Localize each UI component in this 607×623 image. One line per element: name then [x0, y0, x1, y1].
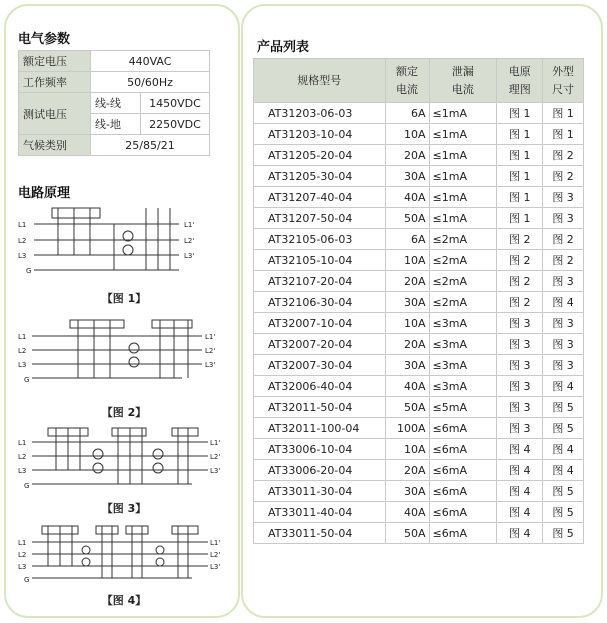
cell-circuit-diagram: 图 3 — [497, 313, 543, 334]
table-row — [254, 481, 584, 502]
product-table-body — [254, 103, 584, 544]
caption-fig-3: 【图 3】 — [101, 502, 147, 515]
cell-model: AT33011-30-04 — [254, 481, 386, 502]
cell-circuit-diagram: 图 1 — [497, 145, 543, 166]
table-row — [254, 124, 584, 145]
cell-circuit-diagram: 图 3 — [497, 418, 543, 439]
cell-circuit-diagram: 图 1 — [497, 166, 543, 187]
cell-model: AT31207-50-04 — [254, 208, 386, 229]
cell-leakage-current: ≤6mA — [429, 460, 497, 481]
d1-l3p: L3' — [184, 252, 195, 260]
cell-leakage-current: ≤2mA — [429, 229, 497, 250]
d1-g: G — [26, 267, 32, 275]
cell-circuit-diagram: 图 4 — [497, 439, 543, 460]
cell-rated-current: 30A — [385, 166, 429, 187]
test-lg-label: 线-地 — [91, 114, 141, 135]
cell-circuit-diagram: 图 1 — [497, 208, 543, 229]
table-row — [254, 313, 584, 334]
cell-model: AT31203-10-04 — [254, 124, 386, 145]
cell-outline-size: 图 4 — [543, 292, 584, 313]
caption-fig-4: 【图 4】 — [101, 594, 147, 607]
cell-outline-size: 图 3 — [543, 334, 584, 355]
cell-circuit-diagram: 图 3 — [497, 397, 543, 418]
cell-model: AT32007-10-04 — [254, 313, 386, 334]
cell-circuit-diagram: 图 4 — [497, 481, 543, 502]
cell-leakage-current: ≤6mA — [429, 439, 497, 460]
cell-rated-current: 20A — [385, 460, 429, 481]
cell-outline-size: 图 5 — [543, 502, 584, 523]
table-row — [254, 460, 584, 481]
climate-value: 25/85/21 — [91, 135, 210, 156]
d2-l2p: L2' — [205, 347, 216, 355]
cell-rated-current: 10A — [385, 124, 429, 145]
header-leakage: 泄漏 电流 — [429, 59, 497, 103]
cell-model: AT32105-06-03 — [254, 229, 386, 250]
cell-rated-current: 6A — [385, 103, 429, 124]
rated-voltage-value: 440VAC — [91, 51, 210, 72]
cell-model: AT32007-30-04 — [254, 355, 386, 376]
cell-outline-size: 图 5 — [543, 523, 584, 544]
d1-l1p: L1' — [184, 221, 195, 229]
product-list-title: 产品列表 — [257, 40, 310, 55]
caption-fig-2: 【图 2】 — [101, 406, 147, 419]
circuit-diagram-4 — [12, 520, 222, 592]
cell-rated-current: 10A — [385, 313, 429, 334]
d4-l1p: L1' — [210, 539, 221, 547]
cell-model: AT33006-20-04 — [254, 460, 386, 481]
cell-circuit-diagram: 图 3 — [497, 355, 543, 376]
d1-l2: L2 — [18, 237, 27, 245]
test-ll-label: 线-线 — [91, 93, 141, 114]
cell-leakage-current: ≤6mA — [429, 481, 497, 502]
cell-outline-size: 图 2 — [543, 229, 584, 250]
cell-rated-current: 10A — [385, 250, 429, 271]
product-list-panel — [241, 4, 603, 618]
cell-rated-current: 50A — [385, 397, 429, 418]
d3-l1p: L1' — [210, 439, 221, 447]
table-row — [254, 250, 584, 271]
cell-rated-current: 40A — [385, 502, 429, 523]
d2-g: G — [24, 376, 30, 384]
rated-voltage-label: 额定电压 — [19, 51, 91, 72]
table-row — [254, 292, 584, 313]
cell-outline-size: 图 1 — [543, 103, 584, 124]
cell-model: AT31203-06-03 — [254, 103, 386, 124]
cell-circuit-diagram: 图 1 — [497, 103, 543, 124]
cell-leakage-current: ≤1mA — [429, 208, 497, 229]
cell-rated-current: 20A — [385, 334, 429, 355]
d3-l3p: L3' — [210, 467, 221, 475]
cell-outline-size: 图 2 — [543, 166, 584, 187]
table-row — [254, 355, 584, 376]
cell-leakage-current: ≤3mA — [429, 355, 497, 376]
d3-l1: L1 — [18, 439, 27, 447]
d4-l1: L1 — [18, 539, 27, 547]
d3-g: G — [24, 482, 30, 490]
cell-model: AT32011-50-04 — [254, 397, 386, 418]
circuit-diagram-2 — [12, 314, 222, 390]
d4-l3p: L3' — [210, 563, 221, 571]
table-row — [254, 523, 584, 544]
cell-leakage-current: ≤6mA — [429, 418, 497, 439]
params-title: 电气参数 — [18, 32, 71, 47]
cell-outline-size: 图 1 — [543, 124, 584, 145]
cell-leakage-current: ≤1mA — [429, 145, 497, 166]
d3-l2: L2 — [18, 453, 27, 461]
cell-model: AT32106-30-04 — [254, 292, 386, 313]
d2-l3p: L3' — [205, 361, 216, 369]
cell-outline-size: 图 4 — [543, 460, 584, 481]
freq-label: 工作频率 — [19, 72, 91, 93]
cell-leakage-current: ≤2mA — [429, 292, 497, 313]
cell-outline-size: 图 5 — [543, 481, 584, 502]
cell-model: AT31207-40-04 — [254, 187, 386, 208]
circuit-diagram-3 — [12, 422, 222, 498]
cell-outline-size: 图 4 — [543, 439, 584, 460]
table-row — [254, 145, 584, 166]
cell-circuit-diagram: 图 4 — [497, 502, 543, 523]
test-lg-value: 2250VDC — [141, 114, 210, 135]
cell-leakage-current: ≤2mA — [429, 250, 497, 271]
cell-leakage-current: ≤3mA — [429, 313, 497, 334]
cell-outline-size: 图 5 — [543, 397, 584, 418]
cell-leakage-current: ≤5mA — [429, 397, 497, 418]
cell-outline-size: 图 5 — [543, 418, 584, 439]
cell-model: AT32105-10-04 — [254, 250, 386, 271]
cell-leakage-current: ≤3mA — [429, 376, 497, 397]
cell-leakage-current: ≤1mA — [429, 124, 497, 145]
table-row — [254, 397, 584, 418]
cell-model: AT31205-30-04 — [254, 166, 386, 187]
cell-rated-current: 50A — [385, 523, 429, 544]
cell-circuit-diagram: 图 3 — [497, 334, 543, 355]
climate-label: 气候类别 — [19, 135, 91, 156]
table-header-row — [254, 59, 584, 103]
product-table — [253, 58, 584, 544]
d4-g: G — [24, 576, 30, 584]
table-row — [254, 502, 584, 523]
cell-outline-size: 图 4 — [543, 376, 584, 397]
cell-model: AT31205-20-04 — [254, 145, 386, 166]
cell-outline-size: 图 2 — [543, 145, 584, 166]
cell-rated-current: 40A — [385, 187, 429, 208]
cell-model: AT32007-20-04 — [254, 334, 386, 355]
header-size: 外型 尺寸 — [543, 59, 584, 103]
table-row — [254, 229, 584, 250]
electrical-panel — [4, 4, 240, 618]
cell-leakage-current: ≤2mA — [429, 271, 497, 292]
cell-rated-current: 100A — [385, 418, 429, 439]
circuit-diagram-1 — [14, 200, 214, 282]
d4-l3: L3 — [18, 563, 27, 571]
cell-circuit-diagram: 图 4 — [497, 460, 543, 481]
caption-fig-1: 【图 1】 — [101, 292, 147, 305]
d1-l2p: L2' — [184, 237, 195, 245]
d1-l3: L3 — [18, 252, 27, 260]
cell-leakage-current: ≤1mA — [429, 166, 497, 187]
cell-leakage-current: ≤1mA — [429, 103, 497, 124]
cell-rated-current: 30A — [385, 355, 429, 376]
cell-circuit-diagram: 图 4 — [497, 523, 543, 544]
cell-model: AT33006-10-04 — [254, 439, 386, 460]
test-voltage-label: 测试电压 — [19, 93, 91, 135]
d4-l2p: L2' — [210, 551, 221, 559]
cell-model: AT32011-100-04 — [254, 418, 386, 439]
cell-circuit-diagram: 图 2 — [497, 229, 543, 250]
header-circuit: 电原 理图 — [497, 59, 543, 103]
cell-circuit-diagram: 图 2 — [497, 250, 543, 271]
table-row — [254, 208, 584, 229]
table-row — [254, 439, 584, 460]
cell-rated-current: 50A — [385, 208, 429, 229]
d4-l2: L2 — [18, 551, 27, 559]
table-row — [254, 103, 584, 124]
cell-outline-size: 图 3 — [543, 355, 584, 376]
cell-model: AT32006-40-04 — [254, 376, 386, 397]
cell-outline-size: 图 3 — [543, 187, 584, 208]
cell-model: AT33011-40-04 — [254, 502, 386, 523]
cell-circuit-diagram: 图 1 — [497, 187, 543, 208]
cell-outline-size: 图 3 — [543, 208, 584, 229]
d2-l1: L1 — [18, 333, 27, 341]
cell-outline-size: 图 3 — [543, 271, 584, 292]
d1-l1: L1 — [18, 221, 27, 229]
cell-rated-current: 6A — [385, 229, 429, 250]
cell-leakage-current: ≤6mA — [429, 523, 497, 544]
cell-leakage-current: ≤6mA — [429, 502, 497, 523]
cell-outline-size: 图 3 — [543, 313, 584, 334]
d2-l1p: L1' — [205, 333, 216, 341]
cell-circuit-diagram: 图 2 — [497, 292, 543, 313]
cell-rated-current: 30A — [385, 292, 429, 313]
table-row — [254, 271, 584, 292]
circuit-title: 电路原理 — [18, 186, 71, 201]
d2-l3: L3 — [18, 361, 27, 369]
cell-circuit-diagram: 图 1 — [497, 124, 543, 145]
cell-rated-current: 40A — [385, 376, 429, 397]
cell-model: AT33011-50-04 — [254, 523, 386, 544]
params-table — [18, 50, 210, 156]
test-ll-value: 1450VDC — [141, 93, 210, 114]
table-row — [254, 187, 584, 208]
cell-circuit-diagram: 图 2 — [497, 271, 543, 292]
header-rated: 额定 电流 — [385, 59, 429, 103]
freq-value: 50/60Hz — [91, 72, 210, 93]
table-row — [254, 376, 584, 397]
cell-outline-size: 图 2 — [543, 250, 584, 271]
header-model: 规格型号 — [254, 59, 386, 103]
cell-leakage-current: ≤3mA — [429, 334, 497, 355]
d3-l3: L3 — [18, 467, 27, 475]
cell-rated-current: 20A — [385, 271, 429, 292]
cell-rated-current: 20A — [385, 145, 429, 166]
cell-rated-current: 10A — [385, 439, 429, 460]
table-row — [254, 418, 584, 439]
d3-l2p: L2' — [210, 453, 221, 461]
cell-rated-current: 30A — [385, 481, 429, 502]
cell-circuit-diagram: 图 3 — [497, 376, 543, 397]
cell-model: AT32107-20-04 — [254, 271, 386, 292]
table-row — [254, 334, 584, 355]
d2-l2: L2 — [18, 347, 27, 355]
cell-leakage-current: ≤1mA — [429, 187, 497, 208]
table-row — [254, 166, 584, 187]
